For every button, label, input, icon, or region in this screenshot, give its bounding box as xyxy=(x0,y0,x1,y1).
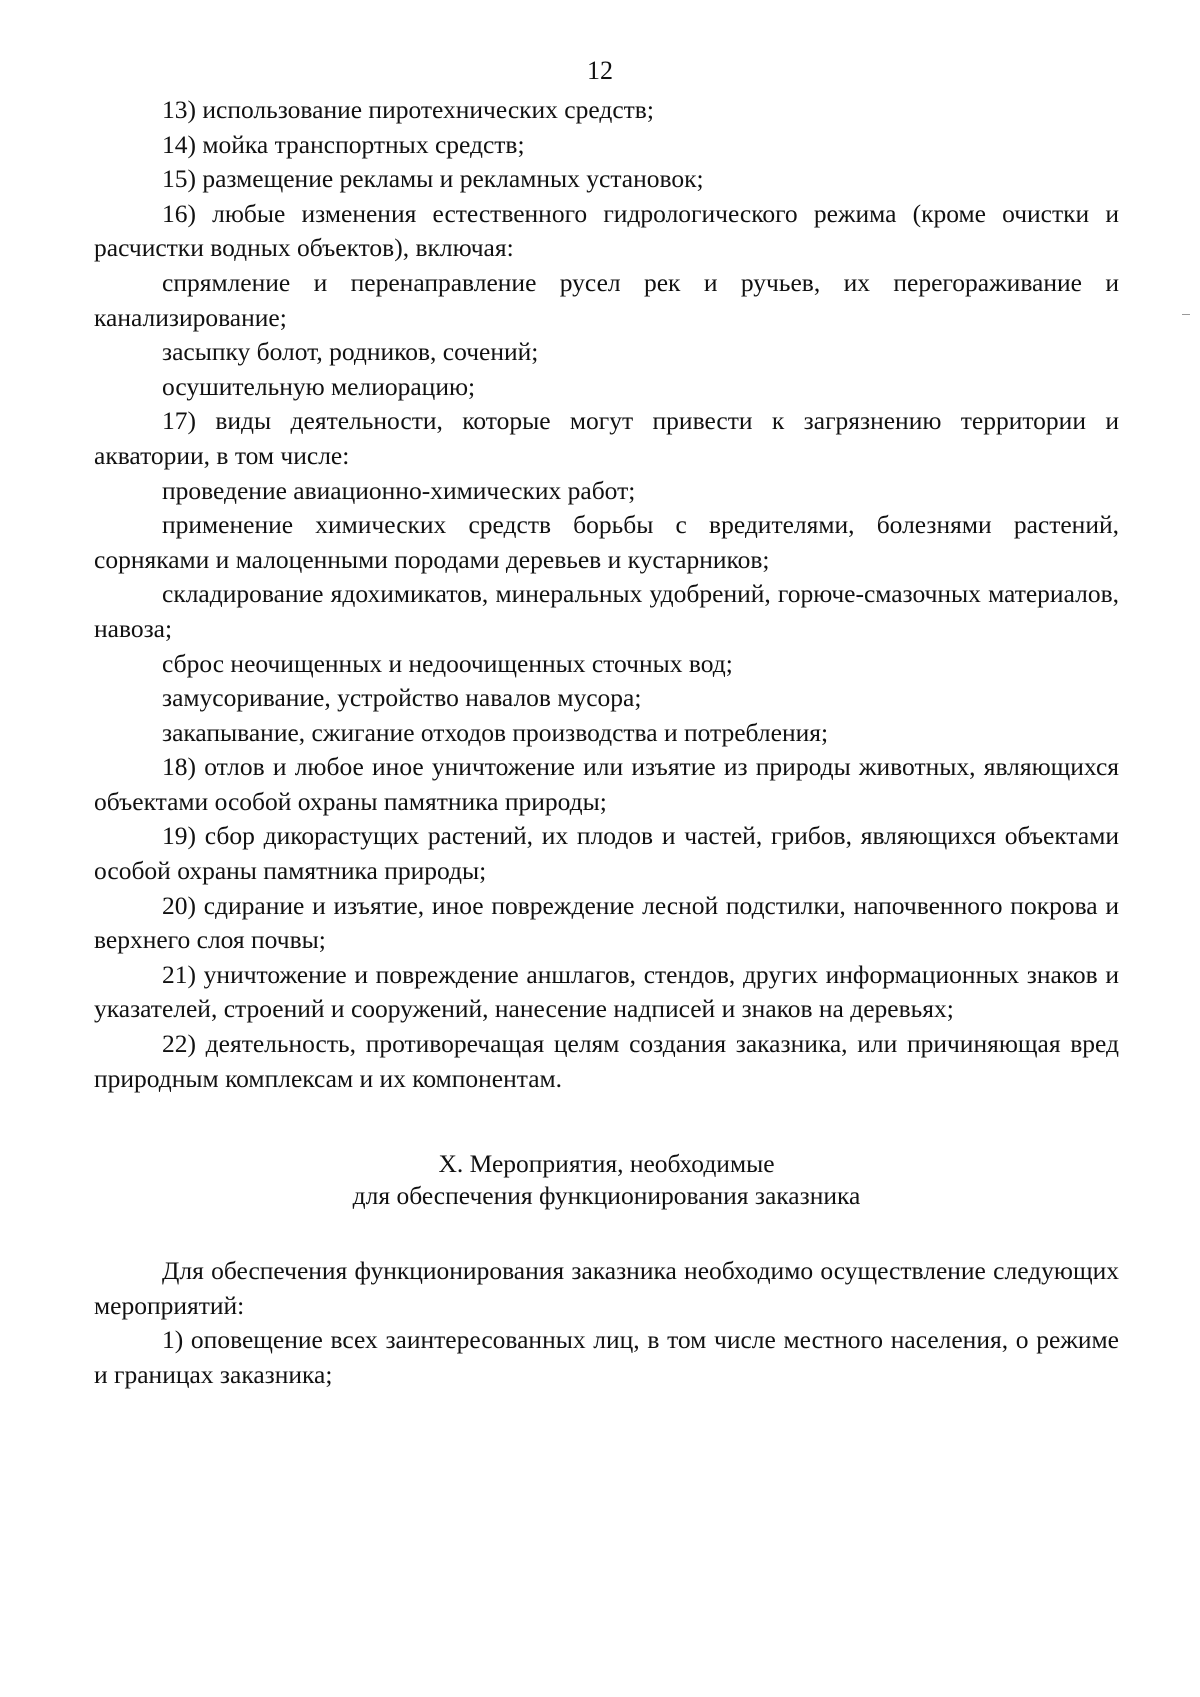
section-heading xyxy=(94,1148,1119,1212)
list-item-13: 13) использование пиротехнических средств; xyxy=(162,95,654,124)
sub-item-waste-burial-burning: закапывание, сжигание отходов производства и потребления; xyxy=(162,717,829,747)
sub-item-swamp-filling: засыпку болот, родников, сочений; xyxy=(162,337,539,367)
list-item-16: 16) любые изменения естественного гидрологического режима (кроме очистки и расчистки водных объектов), включая: xyxy=(94,198,1119,263)
list-item-19: 19) сбор дикорастущих растений, их плодов и частей, грибов, являющихся объектами особой охраны памятника природы; xyxy=(94,821,1119,886)
sub-item-riverbed-straightening: спрямление и перенаправление русел рек и ручьев, их перегораживание и канализирование; xyxy=(94,267,1119,332)
page-number: 12 xyxy=(587,56,613,85)
list-item-15: 15) размещение рекламы и рекламных установок; xyxy=(162,164,704,194)
document-body xyxy=(94,93,1119,1393)
sub-item-wastewater-discharge: сброс неочищенных и недоочищенных сточных вод; xyxy=(162,648,733,678)
list-item-14: 14) мойка транспортных средств; xyxy=(162,129,525,159)
list-item-20: 20) сдирание и изъятие, иное повреждение лесной подстилки, напочвенного покрова и верхнего слоя почвы; xyxy=(94,890,1119,955)
sub-item-littering: замусоривание, устройство навалов мусора; xyxy=(162,683,642,713)
list-item-22: 22) деятельность, противоречащая целям создания заказника, или причиняющая вред природным комплексам и их компонентам. xyxy=(94,1029,1119,1093)
section-intro-paragraph: Для обеспечения функционирования заказника необходимо осуществление следующих мероприятий: xyxy=(94,1256,1119,1320)
section-heading-line-2: для обеспечения функционирования заказника xyxy=(352,1181,861,1211)
list-item-21: 21) уничтожение и повреждение аншлагов, стендов, других информационных знаков и указателей, строений и сооружений, нанесение надписей и знаков на деревьях; xyxy=(94,959,1119,1024)
sub-item-storage-of-chemicals: складирование ядохимикатов, минеральных удобрений, горюче-смазочных материалов, навоза; xyxy=(94,579,1119,643)
sub-item-aviation-chemical-works: проведение авиационно-химических работ; xyxy=(162,475,636,505)
list-item-18: 18) отлов и любое иное уничтожение или изъятие из природы животных, являющихся объектами особой охраны памятника природы; xyxy=(94,752,1119,816)
sub-item-drainage-melioration: осушительную мелиорацию; xyxy=(162,371,476,401)
list-item-17: 17) виды деятельности, которые могут привести к загрязнению территории и акватории, в том числе: xyxy=(94,406,1119,470)
scan-margin-mark xyxy=(1182,314,1190,315)
section-list-item-1: 1) оповещение всех заинтересованных лиц, в том числе местного населения, о режиме и границах заказника; xyxy=(94,1325,1119,1389)
section-heading-line-1: X. Мероприятия, необходимые xyxy=(438,1149,775,1179)
sub-item-pest-control-chemicals: применение химических средств борьбы с вредителями, болезнями растений, сорняками и малоценными породами деревьев и кустарников; xyxy=(94,510,1119,574)
